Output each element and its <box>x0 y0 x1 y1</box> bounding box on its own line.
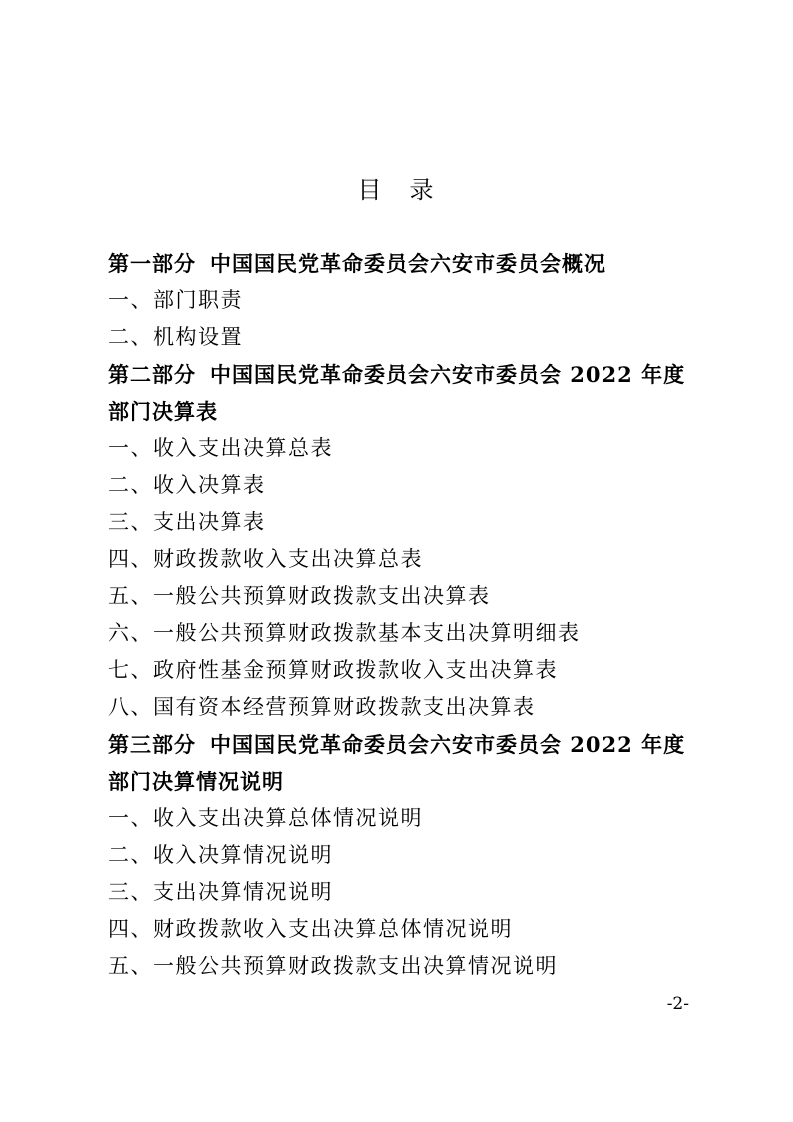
toc-part-label: 第三部分 <box>108 732 196 757</box>
toc-part-label: 第二部分 <box>108 362 196 387</box>
toc-item[interactable]: 八、国有资本经营预算财政拨款支出决算表 <box>108 695 536 719</box>
toc-item[interactable]: 二、收入决算表 <box>108 473 266 497</box>
toc-part-heading[interactable] <box>108 726 708 763</box>
toc-item[interactable]: 五、一般公共预算财政拨款支出决算情况说明 <box>108 954 558 978</box>
toc-part-label: 第一部分 <box>108 251 196 276</box>
toc-item[interactable]: 二、机构设置 <box>108 325 243 349</box>
toc-item[interactable]: 一、部门职责 <box>108 288 243 312</box>
toc-item[interactable]: 六、一般公共预算财政拨款基本支出决算明细表 <box>108 621 581 645</box>
toc-part-heading[interactable] <box>108 245 708 282</box>
toc-item[interactable]: 一、收入支出决算总体情况说明 <box>108 806 423 830</box>
page-number: -2- <box>666 994 689 1014</box>
toc-part-title: 中国国民党革命委员会六安市委员会 2022 年度 <box>210 732 686 757</box>
toc-part-heading-continued[interactable]: 部门决算情况说明 <box>108 769 284 794</box>
toc-item[interactable]: 七、政府性基金预算财政拨款收入支出决算表 <box>108 658 558 682</box>
toc-part-title: 中国国民党革命委员会六安市委员会 2022 年度 <box>210 362 686 387</box>
toc-part-title: 中国国民党革命委员会六安市委员会概况 <box>210 251 606 276</box>
toc-item[interactable]: 一、收入支出决算总表 <box>108 436 333 460</box>
toc-item[interactable]: 三、支出决算表 <box>108 510 266 534</box>
table-of-contents <box>108 245 708 985</box>
toc-item[interactable]: 四、财政拨款收入支出决算总体情况说明 <box>108 917 513 941</box>
toc-part-heading-continued[interactable]: 部门决算表 <box>108 399 218 424</box>
toc-part-heading[interactable] <box>108 356 708 393</box>
toc-item[interactable]: 二、收入决算情况说明 <box>108 843 333 867</box>
toc-item[interactable]: 四、财政拨款收入支出决算总表 <box>108 547 423 571</box>
toc-item[interactable]: 三、支出决算情况说明 <box>108 880 333 904</box>
toc-item[interactable]: 五、一般公共预算财政拨款支出决算表 <box>108 584 491 608</box>
page-title: 目 录 <box>357 176 436 204</box>
